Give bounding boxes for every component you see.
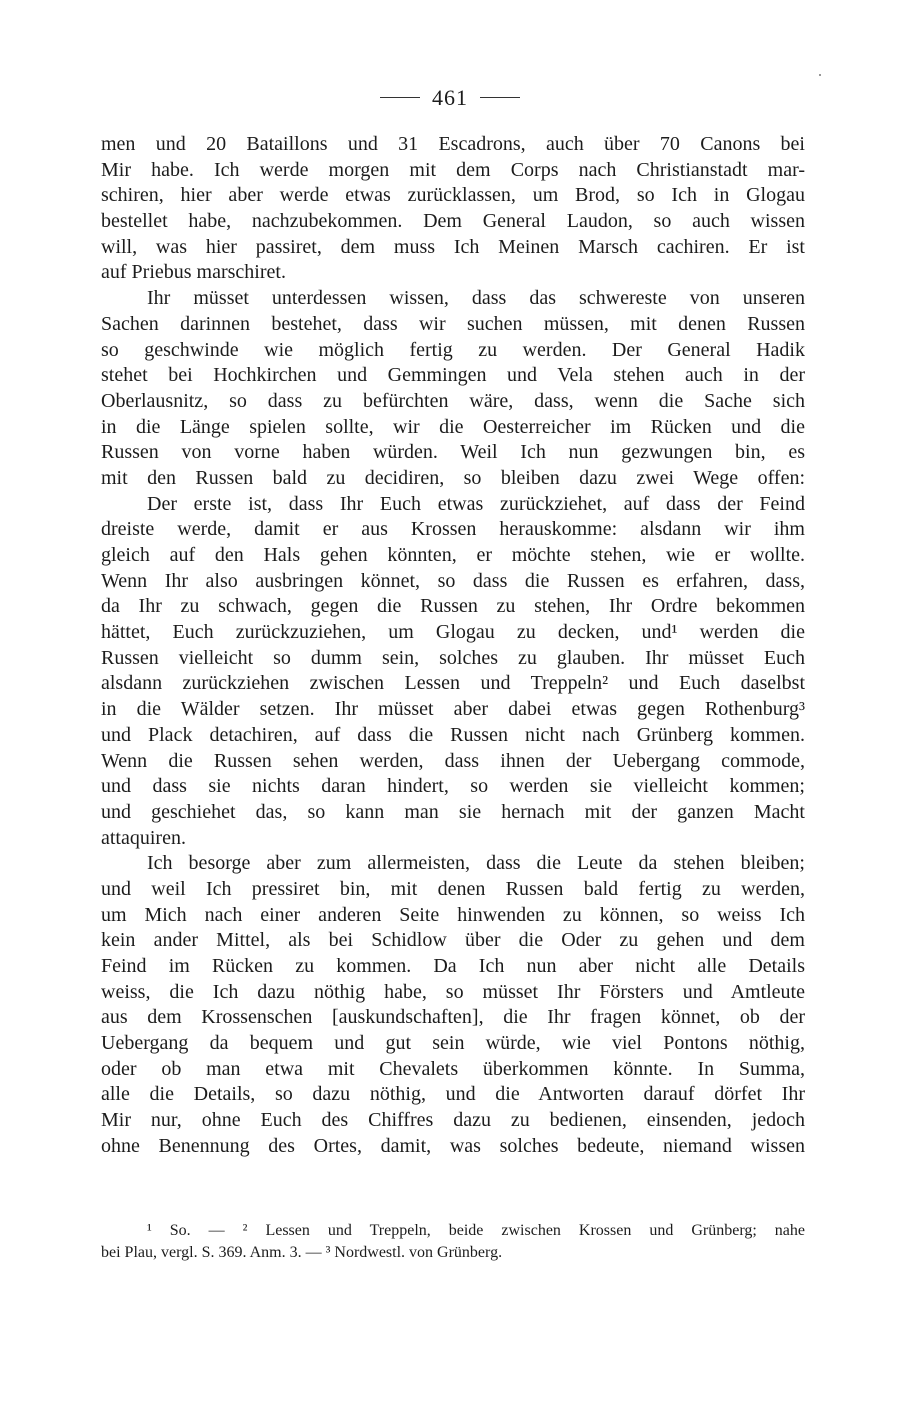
text-line: und weil Ich pressiret bin, mit denen Russen bald fertig zu werden, (101, 877, 805, 900)
text-line: dreiste werde, damit er aus Krossen herauskomme: alsdann wir ihm (101, 518, 805, 541)
page-header (0, 84, 900, 112)
text-line: Feind im Rücken zu kommen. Da Ich nun aber nicht alle Details (101, 955, 805, 977)
text-line: men und 20 Bataillons und 31 Escadrons, auch über 70 Canons bei (101, 133, 805, 155)
text-line: Wenn die Russen sehen werden, dass ihnen der Uebergang commode, (101, 749, 805, 772)
text-line: Ihr müsset unterdessen wissen, dass das schwereste von unseren (147, 287, 805, 310)
text-line: auf Priebus marschiret. (101, 261, 286, 284)
text-line: Ich besorge aber zum allermeisten, dass die Leute da stehen bleiben; (147, 852, 805, 875)
text-line: alle die Details, so dazu nöthig, und die Antworten darauf dörfet Ihr (101, 1083, 805, 1106)
text-line: Mir habe. Ich werde morgen mit dem Corps nach Christianstadt mar- (101, 158, 805, 181)
page-number: 461 (432, 85, 468, 110)
text-line: und geschiehet das, so kann man sie hernach mit der ganzen Macht (101, 800, 805, 823)
footnotes (101, 1220, 805, 1264)
footnote-line: ¹ So. — ² Lessen und Treppeln, beide zwischen Krossen und Grünberg; nahe (147, 1222, 805, 1239)
text-line: und Plack detachiren, auf dass die Russen nicht nach Grünberg kommen. (101, 723, 805, 746)
text-line: Russen vielleicht so dumm sein, solches zu glauben. Ihr müsset Euch (101, 646, 805, 669)
text-line: in die Länge spielen sollte, wir die Oesterreicher im Rücken und die (101, 415, 805, 438)
text-line: da Ihr zu schwach, gegen die Russen zu stehen, Ihr Ordre bekommen (101, 595, 805, 618)
text-line: stehet bei Hochkirchen und Gemmingen und Vela stehen auch in der (101, 364, 805, 387)
text-line: gleich auf den Hals gehen könnten, er möchte stehen, wie er wollte. (101, 544, 805, 566)
header-dash-left (380, 97, 420, 98)
text-line: attaquiren. (101, 826, 186, 849)
text-line: und dass sie nichts daran hindert, so werden sie vielleicht kommen; (101, 775, 805, 798)
footnote-line: bei Plau, vergl. S. 369. Anm. 3. — ³ Nordwestl. von Grünberg. (101, 1244, 503, 1261)
text-line: hättet, Euch zurückzuziehen, um Glogau zu decken, und¹ werden die (101, 621, 805, 644)
page-speck (819, 74, 821, 76)
text-line: Oberlausnitz, so dass zu befürchten wäre, dass, wenn die Sache sich (101, 389, 805, 412)
text-line: Mir nur, ohne Euch des Chiffres dazu zu bedienen, einsenden, jedoch (101, 1109, 805, 1132)
text-line: Russen von vorne haben würden. Weil Ich nun gezwungen bin, es (101, 441, 805, 464)
text-line: schiren, hier aber werde etwas zurücklassen, um Brod, so Ich in Glogau (101, 184, 805, 207)
text-line: Uebergang da bequem und gut sein würde, wie viel Pontons nöthig, (101, 1032, 805, 1055)
text-line: um Mich nach einer anderen Seite hinwenden zu können, so weiss Ich (101, 903, 805, 926)
text-line: oder ob man etwa mit Chevalets überkommen könnte. In Summa, (101, 1057, 805, 1080)
text-line: alsdann zurückziehen zwischen Lessen und Treppeln² und Euch daselbst (101, 672, 805, 695)
text-line: kein ander Mittel, als bei Schidlow über die Oder zu gehen und dem (101, 929, 805, 952)
text-line: weiss, die Ich dazu nöthig habe, so müsset Ihr Försters und Amtleute (101, 980, 805, 1003)
text-line: in die Wälder setzen. Ihr müsset aber dabei etwas gegen Rothenburg³ (101, 698, 805, 721)
text-line: aus dem Krossenschen [auskundschaften], die Ihr fragen könnet, ob der (101, 1006, 805, 1029)
text-line: Wenn Ihr also ausbringen könnet, so dass die Russen es erfahren, dass, (101, 569, 805, 592)
text-line: ohne Benennung des Ortes, damit, was solches bedeute, niemand wissen (101, 1134, 805, 1157)
text-line: mit den Russen bald zu decidiren, so bleiben dazu zwei Wege offen: (101, 466, 805, 489)
text-line: Der erste ist, dass Ihr Euch etwas zurückziehet, auf dass der Feind (147, 492, 805, 515)
text-line: so geschwinde wie möglich fertig zu werden. Der General Hadik (101, 338, 805, 361)
text-line: bestellet habe, nachzubekommen. Dem General Laudon, so auch wissen (101, 210, 805, 233)
text-line: will, was hier passiret, dem muss Ich Meinen Marsch cachiren. Er ist (101, 235, 805, 258)
text-line: Sachen darinnen bestehet, dass wir suchen müssen, mit denen Russen (101, 312, 805, 335)
body-text (101, 132, 805, 1160)
header-dash-right (480, 97, 520, 98)
